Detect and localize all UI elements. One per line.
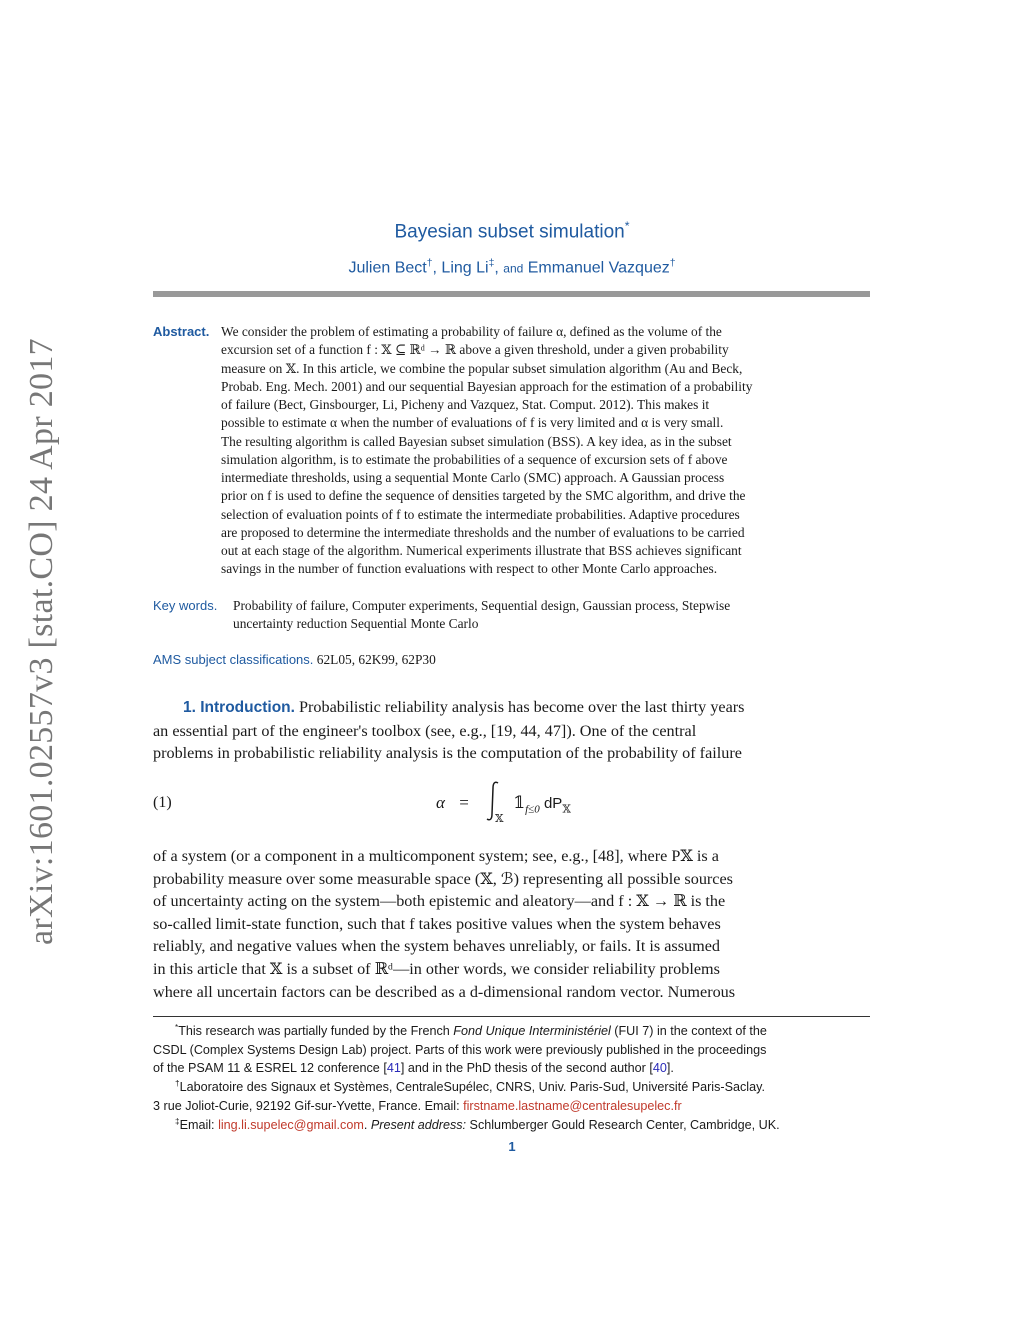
abstract-line: out at each stage of the algorithm. Numerical experiments illustrate that BSS achieves significant [221,543,742,558]
page-number: 1 [508,1139,516,1154]
footnote-mark: ‡ [175,1117,180,1126]
footnote-funding [153,1019,870,1078]
intro-line: an essential part of the engineer's toolbox (see, e.g., [19, 44, 47]). One of the central [153,721,697,740]
paper-title [0,219,1024,243]
abstract-line: savings in the number of function evaluations with respect to other Monte Carlo approaches. [221,561,718,577]
abstract-line: selection of evaluation points of f to estimate the intermediate probabilities. Adaptive procedures [221,506,740,522]
author-list [0,258,1024,277]
integral-domain: 𝕏 [495,813,504,825]
abstract-line: prior on f is used to define the sequence of densities targeted by the SMC algorithm, and drive the [221,488,746,504]
indicator-condition: f≤0 [525,803,540,816]
body-line: of a system (or a component in a multicomponent system; see, e.g., [48], where P𝕏 is a [153,847,719,865]
body-line: so-called limit-state function, such that f takes positive values when the system behaves [153,914,721,933]
footnote-affiliation [153,1075,870,1115]
equation-number: (1) [153,794,172,811]
footnote-text: Schlumberger Gould Research Center, Cambridge, UK. [466,1118,780,1133]
measure-subscript: 𝕏 [562,803,571,816]
footnote-text: CSDL (Complex Systems Design Lab) project. Parts of this work were previously published in the proceedings [153,1042,767,1057]
abstract-line: intermediate thresholds, using a sequential Monte Carlo (SMC) approach. A Gaussian process [221,470,725,485]
abstract-label: Abstract. [153,324,210,339]
abstract-line: are proposed to determine the intermediate thresholds and the number of evaluations to be carried [221,524,745,540]
ams-codes: 62L05, 62K99, 62P30 [316,652,436,667]
abstract-line: simulation algorithm, is to estimate the probabilities of a sequence of excursion sets of f above [221,451,728,467]
keywords-line: Probability of failure, Computer experiments, Sequential design, Gaussian process, Stepwise [233,598,731,613]
footnote-text: . [363,1118,371,1133]
ams-label: AMS subject classifications. [153,652,314,667]
title-rule [153,291,870,297]
eq-equals: = [459,792,469,812]
author-bect: Julien Bect [348,259,427,277]
abstract-line: The resulting algorithm is called Bayesian subset simulation (BSS). A key idea, as in the subset [221,433,732,449]
title-text: Bayesian subset simulation [394,221,625,243]
footnote-text: ] and in the PhD thesis of the second author [ [400,1061,653,1076]
keywords-line: uncertainty reduction Sequential Monte Carlo [233,616,479,632]
footnote-text: of the PSAM 11 & ESREL 12 conference [ [153,1061,387,1076]
citation-link[interactable]: 41 [386,1061,401,1076]
footnote-mark: † [175,1079,180,1088]
footnote-text: Email: [179,1118,219,1133]
footnote-text: 3 rue Joliot-Curie, 92192 Gif-sur-Yvette, France. Email: [153,1098,464,1113]
body-line: reliably, and negative values when the system behaves unreliably, or fails. It is assumed [153,937,720,956]
abstract-line: excursion set of a function f : 𝕏 ⊆ ℝᵈ → ℝ above a given threshold, under a given probability [221,342,729,358]
footnote-text: This research was partially funded by the French [178,1024,454,1039]
footnote-emphasis: Present address: [370,1118,467,1133]
title-footnote-mark: * [624,219,630,233]
abstract-line: of failure (Bect, Ginsbourger, Li, Picheny and Vazquez, Stat. Comput. 2012). This makes it [221,397,710,412]
measure: dP [543,794,563,812]
email-link[interactable]: firstname.lastname@centralesupelec.fr [463,1098,682,1113]
keywords-label: Key words. [153,598,218,613]
footnote-mark: * [175,1023,179,1032]
abstract-line: measure on 𝕏. In this article, we combine the popular subset simulation algorithm (Au and Beck, [221,360,743,376]
intro-line: problems in probabilistic reliability analysis is the computation of the probability of failure [153,744,742,763]
separator: , [494,259,499,277]
body-line: in this article that 𝕏 is a subset of ℝᵈ—in other words, we consider reliability problems [153,959,720,978]
and-word: and [503,261,524,276]
body-line: probability measure over some measurable space (𝕏, ℬ) representing all possible sources [153,869,733,888]
email-link[interactable]: ling.li.supelec@gmail.com [218,1118,364,1133]
abstract-line: Probab. Eng. Mech. 2001) and our sequential Bayesian approach for the estimation of a probability [221,378,753,394]
footnote-email [153,1113,870,1135]
abstract-line: We consider the problem of estimating a probability of failure α, defined as the volume of the [221,324,722,339]
body-line: where all uncertain factors can be described as a d-dimensional random vector. Numerous [153,982,736,1001]
body-paragraph [153,845,870,1003]
intro-paragraph [153,696,870,765]
author-mark: ‡ [488,258,495,269]
author-mark: † [426,258,433,269]
arxiv-stamp: arXiv:1601.02557v3 [stat.CO] 24 Apr 2017 [23,338,60,945]
author-mark: † [669,258,676,269]
author-vazquez: Emmanuel Vazquez [527,259,670,277]
keywords-body [233,597,870,634]
abstract-line: possible to estimate α when the number of evaluations of f is very limited and α is very small. [221,415,724,431]
eq-lhs: α [436,792,445,812]
integral-sign [483,784,503,824]
footnote-text: Laboratoire des Signaux et Systèmes, CentraleSupélec, CNRS, Univ. Paris-Sud, Université Paris-Saclay. [179,1080,765,1095]
ams-block [153,652,436,668]
footnote-rule [153,1016,870,1017]
footnote-emphasis: Fond Unique Interministériel [453,1024,611,1039]
indicator: 𝟙 [513,792,526,812]
separator: , [432,259,437,277]
section-heading-introduction: 1. Introduction. [183,699,295,716]
footnote-text: ]. [666,1061,674,1076]
author-li: Ling Li [441,259,489,277]
body-line: of uncertainty acting on the system—both epistemic and aleatory—and f : 𝕏 → ℝ is the [153,892,726,911]
intro-line: Probabilistic reliability analysis has become over the last thirty years [298,698,745,716]
footnote-text: (FUI 7) in the context of the [610,1024,767,1039]
abstract-body [221,323,870,579]
citation-link[interactable]: 40 [652,1061,667,1076]
equation-1 [436,784,571,824]
